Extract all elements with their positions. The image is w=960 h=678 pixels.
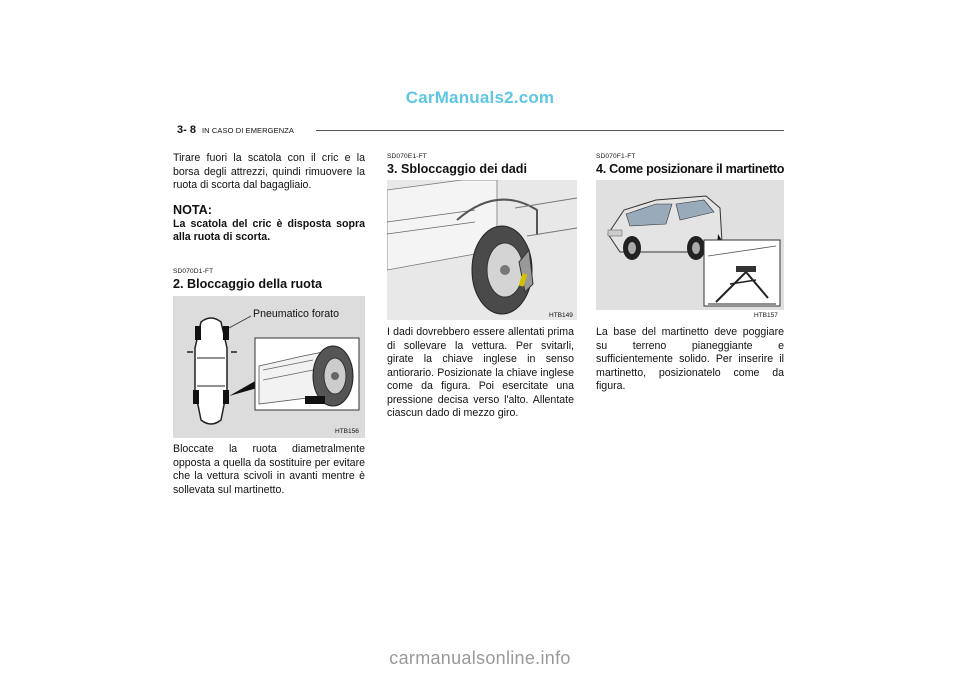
- nota-title: NOTA:: [173, 203, 212, 217]
- figure-code: HTB156: [335, 428, 359, 435]
- section-code: SD070D1-FT: [173, 268, 214, 275]
- body-paragraph: I dadi dovrebbero essere allentati prima di sollevare la vettura. Per svitarli, girate la chiave inglese in senso antiorario. Posizionate la chiave inglese come da figura. Poi esercitate una pressione decisa verso l'alto. Allentate ciascun dado di mezzo giro.: [387, 326, 574, 419]
- section-title: IN CASO DI EMERGENZA: [202, 126, 295, 135]
- body-paragraph: Bloccate la ruota diametralmente opposta a quella da sostituire per evitare che la vettura scivoli in avanti mentre è sollevata sul martinetto.: [173, 443, 365, 496]
- nota-text: La scatola del cric è disposta sopra alla ruota di scorta.: [173, 218, 365, 243]
- intro-paragraph: Tirare fuori la scatola con il cric e la borsa degli attrezzi, quindi rimuovere la ruota di scorta dal bagagliaio.: [173, 152, 365, 191]
- section-code: SD070F1-FT: [596, 153, 636, 160]
- section-heading: 2. Bloccaggio della ruota: [173, 277, 323, 291]
- figure-code: HTB149: [549, 312, 573, 319]
- section-code: SD070E1-FT: [387, 153, 427, 160]
- watermark-bottom: carmanualsonline.info: [389, 648, 571, 668]
- figure-loosen-nuts: [387, 180, 577, 320]
- body-paragraph: La base del martinetto deve poggiare su terreno pianeggiante e sufficientemente solido. Per inserire il martinetto, posizionatelo come da figura.: [596, 326, 784, 392]
- page-number: 3- 8: [177, 124, 196, 136]
- watermark-top: CarManuals2.com: [405, 88, 555, 107]
- section-heading: 3. Sbloccaggio dei dadi: [387, 162, 527, 176]
- figure-jack-position: [596, 180, 784, 310]
- figure-callout: Pneumatico forato: [253, 308, 339, 320]
- figure-code: HTB157: [754, 312, 778, 319]
- section-heading: 4. Come posizionare il martinetto: [596, 162, 785, 176]
- header-rule: [316, 130, 784, 131]
